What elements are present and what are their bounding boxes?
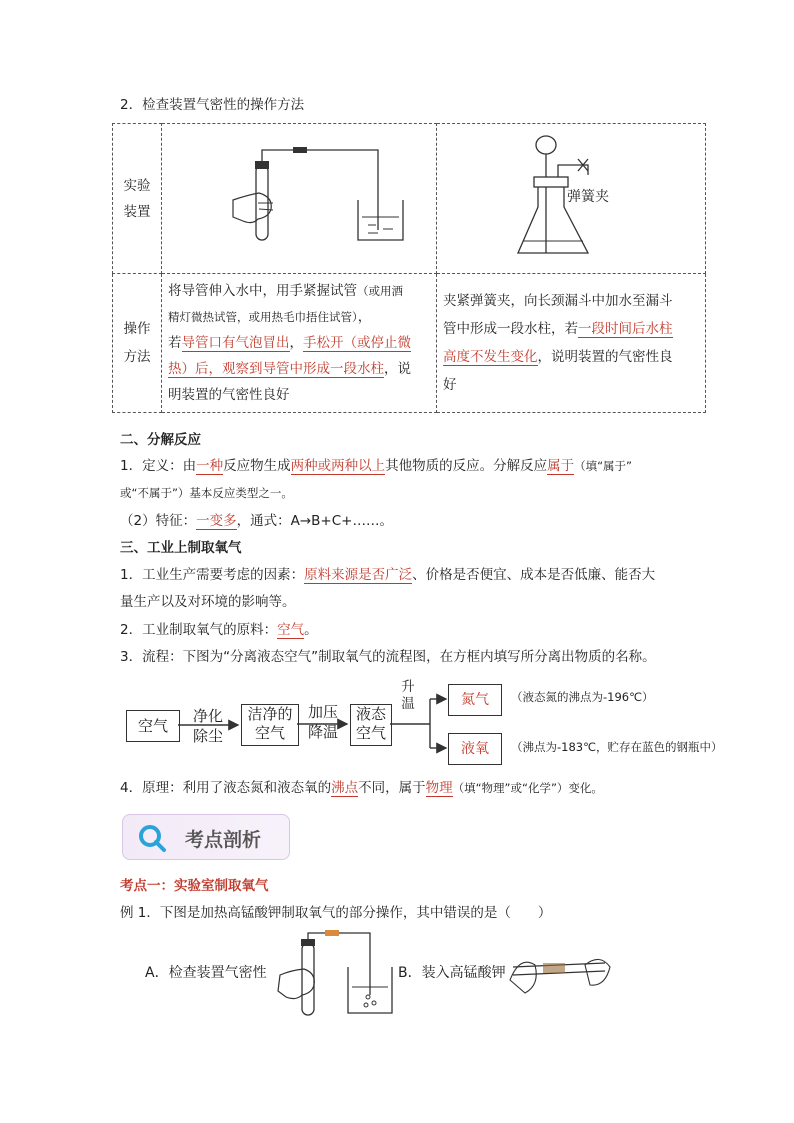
flow-output-liquid-oxygen: 液氧	[448, 733, 502, 765]
flow-output-nitrogen: 氮气	[448, 684, 502, 716]
flow-box-liquid-air: 液态 空气	[350, 704, 392, 746]
left-method-cell: 将导管伸入水中，用手紧握试管（或用酒 精灯微热试管，或用热毛巾捂住试管）， 若导管口有气泡冒出，手松开（或停止微 热）后，观察到导管中形成一段水柱，说 明装置的气密性良好	[162, 274, 437, 413]
decomp-definition-cont: 或“不属于”）基本反应类型之一。	[120, 486, 293, 500]
industry-raw-material: 2．工业制取氧气的原料：空气。	[120, 622, 318, 638]
section-badge	[122, 814, 290, 860]
row-label-apparatus: 实验 装置	[113, 124, 162, 274]
industry-heading: 三、工业上制取氧气	[120, 540, 242, 556]
decomp-heading: 二、分解反应	[120, 432, 201, 448]
flow-note-nitrogen: （液态氮的沸点为-196℃）	[511, 690, 654, 704]
option-a-figure	[270, 925, 400, 1020]
clamp-label: 弹簧夹	[567, 189, 609, 205]
option-b-figure	[505, 945, 615, 1000]
section2-heading: 2．检查装置气密性的操作方法	[120, 97, 305, 113]
industry-principle: 4．原理：利用了液态氮和液态氧的沸点不同，属于物理（填“物理”或“化学”）变化。	[120, 780, 603, 796]
industry-flow-desc: 3．流程：下图为“分离液态空气”制取氧气的流程图，在方框内填写所分离出物质的名称。	[120, 649, 656, 665]
industry-factors: 1．工业生产需要考虑的因素：原料来源是否广泛、价格是否便宜、成本是否低廉、能否大	[120, 567, 656, 583]
decomp-feature: （2）特征：一变多，通式：A→B+C+……。	[120, 513, 393, 529]
flow-box-air: 空气	[126, 710, 180, 742]
magnifier-icon	[137, 823, 167, 853]
badge-text: 考点剖析	[185, 829, 262, 851]
decomp-definition: 1．定义：由一种反应物生成两种或两种以上其他物质的反应。分解反应属于（填“属于”	[120, 458, 633, 474]
flow-arrow3-label: 升 温	[401, 679, 415, 712]
flow-note-oxygen: （沸点为-183℃，贮存在蓝色的钢瓶中）	[511, 740, 723, 754]
option-b-label: B．装入高锰酸钾	[398, 965, 506, 981]
row-label-method: 操作 方法	[113, 274, 162, 413]
flow-box-clean-air: 洁净的 空气	[241, 704, 299, 746]
industry-factors-cont: 量生产以及对环境的影响等。	[120, 594, 296, 610]
kaodian-heading: 考点一：实验室制取氧气	[120, 878, 269, 894]
flow-arrow1-label: 净化 除尘	[192, 707, 223, 745]
option-a-label: A．检查装置气密性	[145, 965, 267, 981]
right-method-cell: 夹紧弹簧夹，向长颈漏斗中加水至漏斗 管中形成一段水柱，若一段时间后水柱 高度不发生变化，说明装置的气密性良 好	[437, 274, 706, 413]
flow-arrow2-label: 加压 降温	[307, 703, 338, 741]
example-question: 例 1．下图是加热高锰酸钾制取氧气的部分操作，其中错误的是（ ）	[120, 905, 552, 921]
